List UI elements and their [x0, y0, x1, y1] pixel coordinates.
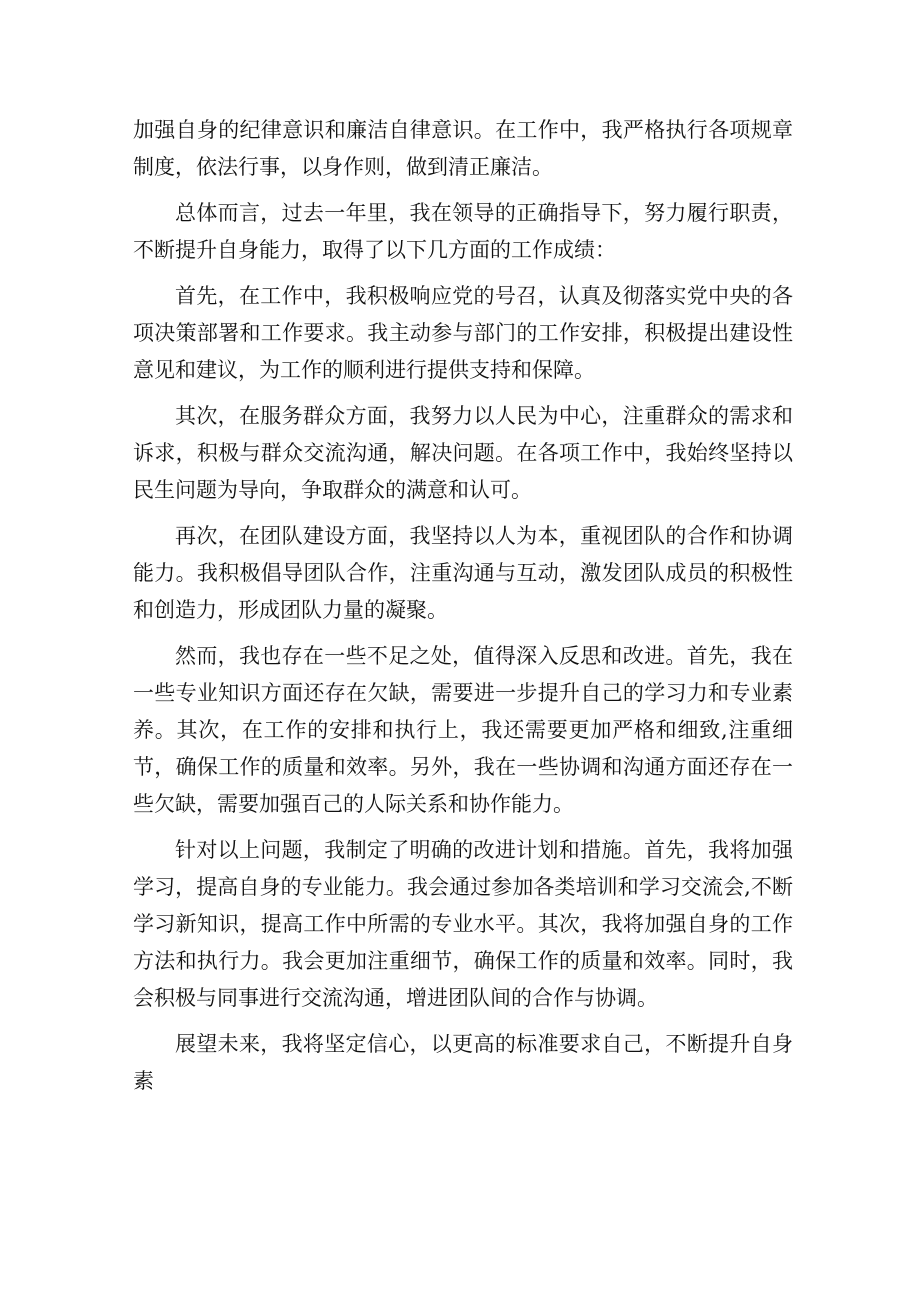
- paragraph-discipline: 加强自身的纪律意识和廉洁自律意识。在工作中，我严格执行各项规章制度，依法行事，以身作则，做到清正廉洁。: [133, 118, 793, 179]
- paragraph-second: 其次，在服务群众方面，我努力以人民为中心，注重群众的需求和诉求，积极与群众交流沟通，解决问题。在各项工作中，我始终坚持以民生问题为导向，争取群众的满意和认可。: [133, 404, 793, 502]
- paragraph-improvement-plan: 针对以上问题，我制定了明确的改进计划和措施。首先，我将加强学习，提高自身的专业能力。我会通过参加各类培训和学习交流会,不断学习新知识，提高工作中所需的专业水平。其次，我将加强自身的工作方法和执行力。我会更加注重细节，确保工作的质量和效率。同时，我会积极与同事进行交流沟通，增进团队间的合作与协调。: [133, 838, 793, 1010]
- paragraph-outlook: 展望未来，我将坚定信心，以更高的标准要求自己，不断提升自身素: [133, 1032, 793, 1093]
- document-body: [133, 112, 793, 1109]
- paragraph-shortcomings: 然而，我也存在一些不足之处，值得深入反思和改进。首先，我在一些专业知识方面还存在欠缺，需要进一步提升自己的学习力和专业素养。其次，在工作的安排和执行上，我还需要更加严格和细致,注重细节，确保工作的质量和效率。另外，我在一些协调和沟通方面还存在一些欠缺，需要加强百己的人际关系和协作能力。: [133, 644, 793, 816]
- paragraph-third: 再次，在团队建设方面，我坚持以人为本，重视团队的合作和协调能力。我积极倡导团队合作，注重沟通与互动，激发团队成员的积极性和创造力，形成团队力量的凝聚。: [133, 524, 793, 622]
- paragraph-overall: 总体而言，过去一年里，我在领导的正确指导下，努力履行职责，不断提升自身能力，取得了以下几方面的工作成绩：: [133, 201, 793, 262]
- paragraph-first: 首先，在工作中，我积极响应党的号召，认真及彻落实党中央的各项决策部署和工作要求。我主动参与部门的工作安排，积极提出建设性意见和建议，为工作的顺利进行提供支持和保障。: [133, 284, 793, 382]
